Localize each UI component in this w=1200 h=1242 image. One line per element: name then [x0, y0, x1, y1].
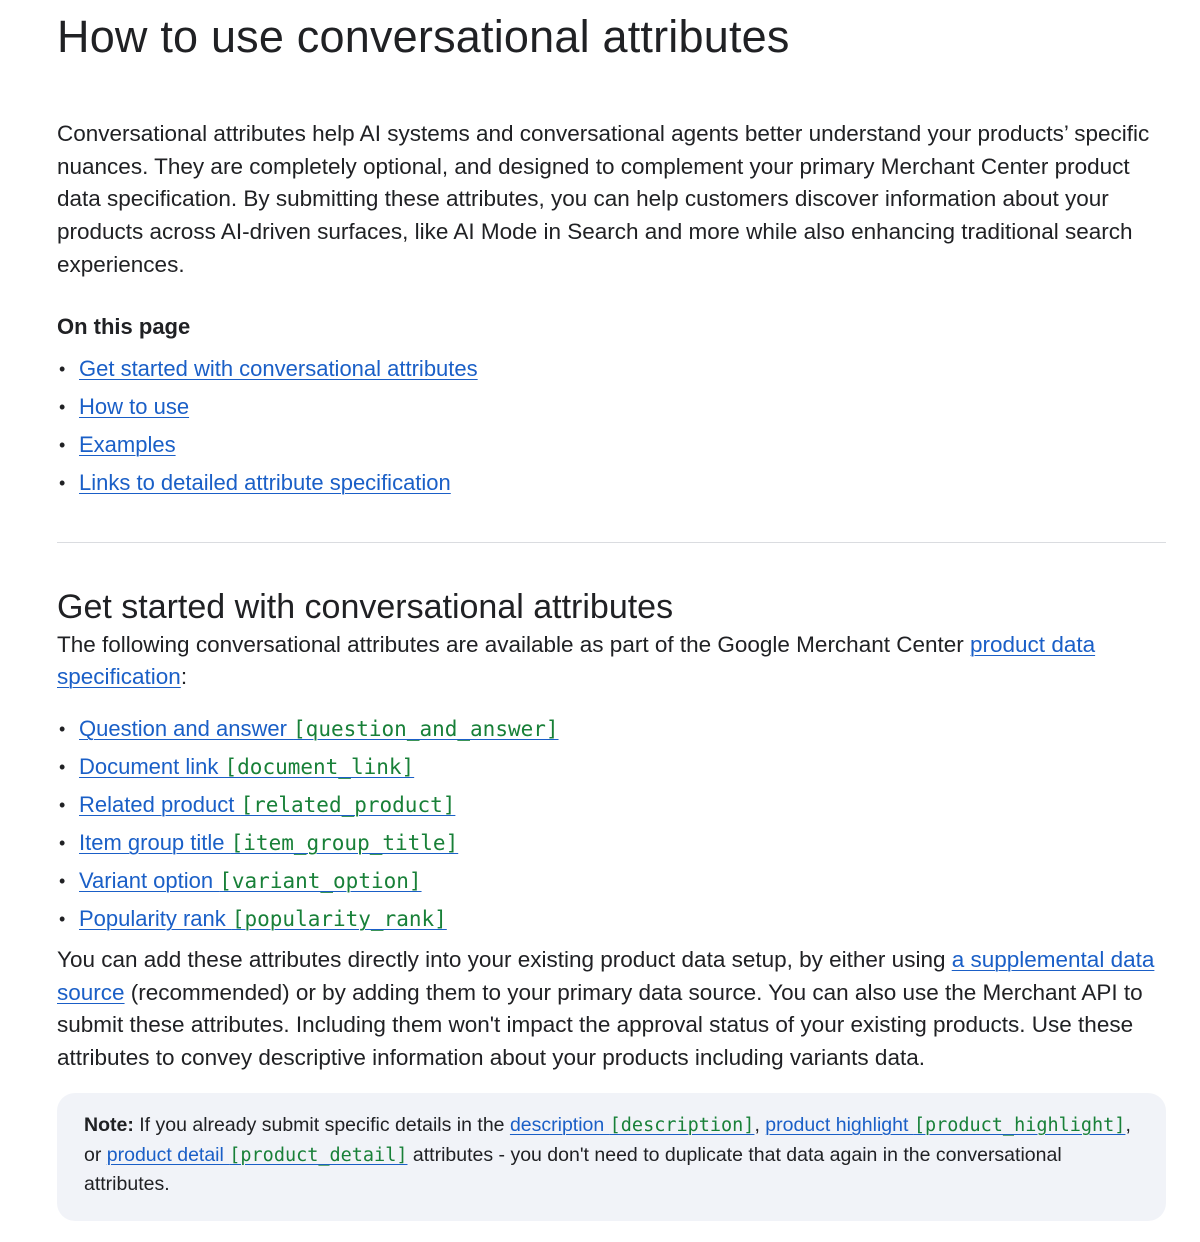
- page-title: How to use conversational attributes: [57, 11, 790, 62]
- attribute-code: [popularity_rank]: [231, 906, 447, 931]
- toc-item: [57, 464, 1166, 502]
- attribute-item: [57, 900, 1166, 938]
- attribute-item: [57, 748, 1166, 786]
- toc-item: [57, 388, 1166, 426]
- section-heading: Get started with conversational attributes: [57, 587, 674, 626]
- usage-text-end: (recommended) or by adding them to your primary data source. You can also use the Merchant API to submit these attributes. Including them won't impact the approval status of your existing products. Use these attributes to convey descriptive information about your products including variants data.: [57, 979, 1143, 1071]
- link-label: product detail: [106, 1143, 230, 1166]
- toc-link-how-to-use[interactable]: How to use: [79, 393, 190, 419]
- toc-item: [57, 426, 1166, 464]
- link-label: description: [509, 1113, 610, 1136]
- attribute-item: [57, 786, 1166, 824]
- note-text: If you already submit specific details in the: [133, 1113, 510, 1136]
- supplemental-data-source-link[interactable]: a supplemental data source: [57, 946, 1155, 1005]
- attribute-link-related-product[interactable]: [79, 792, 455, 817]
- attribute-label: Related product: [79, 791, 241, 817]
- section-divider: [57, 542, 1166, 543]
- attribute-link-item-group-title[interactable]: [79, 830, 458, 855]
- product-highlight-attribute-link[interactable]: [765, 1114, 1125, 1136]
- product-data-spec-link[interactable]: product data specification: [57, 631, 1096, 690]
- attribute-code: [document_link]: [224, 754, 415, 779]
- link-label: product highlight: [765, 1113, 914, 1136]
- usage-text-start: You can add these attributes directly into your existing product data setup, by either using: [57, 946, 952, 972]
- toc-link-get-started[interactable]: Get started with conversational attributes: [79, 355, 478, 381]
- attribute-item: [57, 862, 1166, 900]
- attribute-code: [question_and_answer]: [293, 716, 559, 741]
- link-code: [description]: [609, 1114, 755, 1136]
- attribute-link-popularity-rank[interactable]: [79, 906, 447, 931]
- section-intro-colon: :: [180, 664, 188, 690]
- note-separator: , or: [84, 1113, 1131, 1166]
- link-code: [product_highlight]: [913, 1114, 1126, 1136]
- attribute-label: Popularity rank: [79, 905, 232, 931]
- attribute-link-question-and-answer[interactable]: [79, 716, 559, 741]
- attribute-link-document-link[interactable]: [79, 754, 414, 779]
- attribute-label: Variant option: [79, 867, 220, 893]
- attribute-item: [57, 710, 1166, 748]
- attribute-label: Document link: [79, 753, 225, 779]
- note-separator: ,: [754, 1113, 766, 1136]
- attribute-item: [57, 824, 1166, 862]
- link-code: [product_detail]: [229, 1144, 408, 1166]
- attribute-code: [variant_option]: [219, 868, 422, 893]
- note-text-end: attributes - you don't need to duplicate that data again in the conversational attributes.: [84, 1143, 1062, 1196]
- toc-item: [57, 350, 1166, 388]
- attribute-list: [57, 710, 1166, 938]
- note-label: Note:: [84, 1113, 134, 1136]
- product-detail-attribute-link[interactable]: [107, 1144, 408, 1166]
- attribute-label: Question and answer: [79, 715, 294, 741]
- attribute-code: [item_group_title]: [230, 830, 459, 855]
- attribute-code: [related_product]: [240, 792, 456, 817]
- usage-paragraph: [57, 944, 1166, 1075]
- section-intro-paragraph: [57, 629, 1166, 694]
- attribute-link-variant-option[interactable]: [79, 868, 422, 893]
- section-intro-text: The following conversational attributes are available as part of the Google Merchant Center: [57, 631, 971, 657]
- toc-heading: On this page: [57, 313, 191, 339]
- toc-link-spec-links[interactable]: Links to detailed attribute specification: [79, 469, 451, 495]
- intro-paragraph: Conversational attributes help AI systems and conversational agents better understand your products’ specific nuances. They are completely optional, and designed to complement your primary Merchant Center product data specification. By submitting these attributes, you can help customers discover information about your products across AI-driven surfaces, like AI Mode in Search and more while also enhancing traditional search experiences.: [57, 121, 1150, 277]
- toc-link-examples[interactable]: Examples: [79, 431, 176, 457]
- table-of-contents: [57, 350, 1166, 502]
- attribute-label: Item group title: [79, 829, 231, 855]
- note-callout: [57, 1093, 1166, 1221]
- description-attribute-link[interactable]: [510, 1114, 755, 1136]
